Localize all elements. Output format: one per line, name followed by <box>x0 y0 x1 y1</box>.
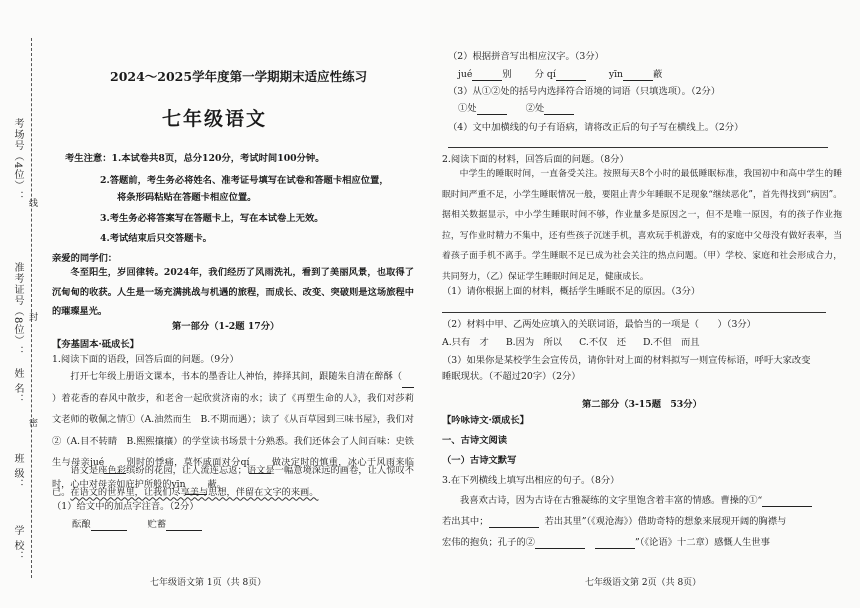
exam-page-2 <box>430 0 860 608</box>
part-1-heading: 第一部分（1-2题 17分） <box>172 321 280 332</box>
section-a-heading: 一、古诗文阅读 <box>442 435 508 446</box>
school-label: 学 校： <box>12 525 23 563</box>
name-label: 姓 名： <box>12 368 23 406</box>
exam-id-label: 准考证号（8位）： <box>12 262 23 358</box>
q1-sub-2: （2）根据拼音写出相应汉字。（3分） <box>448 51 604 62</box>
pinyin-qi: qí <box>240 457 250 468</box>
exam-title: 2024～2025学年度第一学期期末适应性练习 <box>110 69 368 84</box>
option-a[interactable]: A.只有 才 <box>442 337 489 348</box>
answer-blank-zhuxu[interactable] <box>166 530 202 531</box>
q1-sub-1: （1）给文中的加点字注音。（2分） <box>52 501 199 512</box>
part-2-heading: 第二部分（3-15题 53分） <box>582 399 702 410</box>
q1-sub-1-words <box>72 518 202 531</box>
pinyin-jue-2: jué <box>458 69 473 80</box>
answer-blank-slot-1[interactable] <box>477 114 507 115</box>
section-a1-heading: （一）古诗文默写 <box>442 455 517 466</box>
q2-stem: 2.阅读下面的材料，回答后面的问题。（8分） <box>442 154 629 165</box>
option-b[interactable]: B.因为 所以 <box>505 337 563 348</box>
notice-line-5: 4.考试结束后只交答题卡。 <box>100 233 212 244</box>
q2-material: 中学生的睡眠时间，一直备受关注。按照每天8个小时的最低睡眠标准，我国初中和高中学生的睡眠时间严重不足，小学生睡眠情况一般，要阻止青少年睡眠不足现象“继续恶化”，首先得找到“病因”。据相关数据显示，中小学生睡眠时间不够，作业量多是原因之一，但不是唯一原因，有的孩子作业拖拉，写作业时精力不集中，还有些孩子沉迷手机，喜欢玩手机游戏，有的家庭中父母没有做好表率，当着孩子面手机不离手。学生睡眠不足已成为社会关注的热点问题。（甲）学校、家庭和社会形成合力，共同努力，（乙）保证学生睡眠时间足足，健康成长。 <box>442 169 842 282</box>
section-1-tag: 【夯基固本·砥成长】 <box>52 339 139 350</box>
page-footer-2: 七年级语文第 2页（共 8页） <box>585 578 702 588</box>
q1-passage-2 <box>52 460 414 503</box>
answer-blank-q3-5[interactable] <box>595 548 635 549</box>
q1-sub-2-items <box>458 68 662 81</box>
q3-line-2-text-a: 若出其中； <box>442 516 489 527</box>
q1-passage-2-part-a: 语文是座色彩缤纷的花园，让人流连忘返；语文是一幅意境深远的画卷，让人惊叹不已。 <box>52 465 414 498</box>
q2-sub-3-line-1: （3）如果你是某校学生会宣传员，请你针对上面的材料拟写一则宣传标语，呼吁大家改变 <box>442 355 811 366</box>
answer-blank-q3-2[interactable] <box>489 527 539 528</box>
q1-passage-1-part-d: 做决定时的慎重，冰心于风雨来临时，心中对母亲如庇护所般的 <box>52 457 415 490</box>
subject-title: 七年级语文 <box>162 108 268 130</box>
slot-1-label: ①处 <box>458 103 477 114</box>
q3-line-1 <box>460 494 812 507</box>
q3-line-2 <box>442 515 786 528</box>
slot-2-label: ②处 <box>525 103 545 114</box>
notice-line-3: 将条形码粘贴在答题卡相应位置。 <box>117 192 257 203</box>
pinyin-yin-2: yīn <box>608 69 624 80</box>
q3-line-3-text-b: ”（《论语》十二章）感慨人生世事 <box>634 537 770 548</box>
q1-passage-1-part-c: 别时的悸痛，莫怀戚面对分 <box>126 457 241 468</box>
q1-sub-3-items <box>458 102 574 115</box>
answer-blank-q3-3[interactable] <box>535 548 585 549</box>
q1-passage-1-part-b: ）着花香的春风中散步，和老舍一起欣赏济南的水；读了《再塑生命的人》，我们对莎莉文老师的敬佩之情①（A.油然而生 B.不期而遇）；读了《从百草园到三味书屋》，我们对②（A.目不转睛 B.熙熙攘攘）的学堂读书场景十分熟悉。我们还体会了人间百味：史铁生与母亲 <box>52 392 414 468</box>
q3-line-2-text-b: 若出其里”（《观沧海》）借助奇特的想象来展现开阔的胸襟与 <box>544 516 787 527</box>
answer-blank-slot-2[interactable] <box>544 114 574 115</box>
q1-passage-2-part-b: 在语文的世界里，让我们尽享美与思想，伴留在文字的来画。 <box>70 486 319 498</box>
seat-label: 考场号（4位）： <box>12 118 23 203</box>
q2-sub-1: （1）请你根据上面的材料，概括学生睡眠不足的原因。（3分） <box>442 286 701 297</box>
notice-line-4: 3.考生务必将答案写在答题卡上，写在本试卷上无效。 <box>100 213 324 224</box>
intro-paragraph: 冬至阳生，岁回律转。2024年，我们经历了风雨洗礼，看到了美丽风景，也取得了沉甸甸的收获。人生是一场充满挑战与机遇的旅程，而成长、改变、突破则是这场旅程中的璀璨星光。 <box>52 267 414 317</box>
answer-line-q2-1[interactable] <box>442 312 826 313</box>
greeting: 亲爱的同学们： <box>52 253 118 264</box>
option-c[interactable]: C.不仅 还 <box>579 337 627 348</box>
word-zhuxu: 贮蓄 <box>147 519 167 530</box>
q3-line-1-text: 我喜欢古诗，因为古诗在古雅凝练的文字里饱含着丰富的情感。曹操的①“ <box>460 495 763 506</box>
answer-line-q1-4[interactable] <box>448 147 828 148</box>
pinyin-yin: yīn <box>171 478 186 490</box>
answer-blank-q3-1[interactable] <box>762 506 812 507</box>
answer-blank-qi[interactable] <box>556 80 586 81</box>
section-2-tag: 【吟咏诗文·颂成长】 <box>442 415 529 426</box>
answer-blank-jue[interactable] <box>472 80 502 81</box>
char-bi: 蔽 <box>653 69 663 80</box>
answer-blank-yunniang[interactable] <box>91 530 127 531</box>
answer-blank-yin[interactable] <box>623 80 653 81</box>
q3-line-3-text-a: 宏伟的抱负；孔子的② <box>442 537 535 548</box>
q3-stem: 3.在下列横线上填写出相应的句子。（8分） <box>442 475 620 486</box>
q3-line-3 <box>442 536 770 549</box>
char-bie: 别 <box>502 69 512 80</box>
notice-line-2: 2.答题前，考生务必将姓名、准考证号填写在试卷和答题卡相应位置， <box>100 175 389 186</box>
q1-stem: 1.阅读下面的语段，回答后面的问题。（9分） <box>52 354 239 365</box>
binding-line <box>31 38 32 578</box>
word-yunniang: 酝酿 <box>72 519 91 530</box>
q2-sub-2-options <box>442 336 700 349</box>
class-label: 班 级： <box>12 453 23 491</box>
pinyin-jue: jué <box>90 457 105 468</box>
q2-sub-3-line-2: 睡眠现状。（不超过20字）（2分） <box>442 371 581 382</box>
q1-sub-4: （4）文中加横线的句子有语病，请将改正后的句子写在横线上。（2分） <box>448 122 744 133</box>
seal-char-feng: 封 <box>27 312 37 322</box>
page-footer-1: 七年级语文第 1页（共 8页） <box>150 578 267 588</box>
seal-char-mi: 密 <box>27 418 37 428</box>
q1-sub-3: （3）从①②处的括号内选择符合语境的词语（只填选项）。（2分） <box>448 86 721 97</box>
option-d[interactable]: D.不但 而且 <box>642 337 700 348</box>
q1-passage-1-part-a: 打开七年级上册语文课本，书本的墨香让人神怡，捧择其间，跟随朱自清在醉酥（ <box>70 371 402 382</box>
q2-sub-2: （2）材料中甲、乙两处应填入的关联词语，最恰当的一项是（ ）（3分） <box>442 319 756 330</box>
seal-char-xian: 线 <box>27 198 37 208</box>
pinyin-qi-2: 分 qí <box>534 69 556 80</box>
pinyin-blank-1 <box>402 387 414 388</box>
notice-line-1: 考生注意：1.本试卷共8页，总分120分，考试时间100分钟。 <box>65 153 325 164</box>
q1-passage-1-part-e: 蔽。 <box>207 478 226 490</box>
